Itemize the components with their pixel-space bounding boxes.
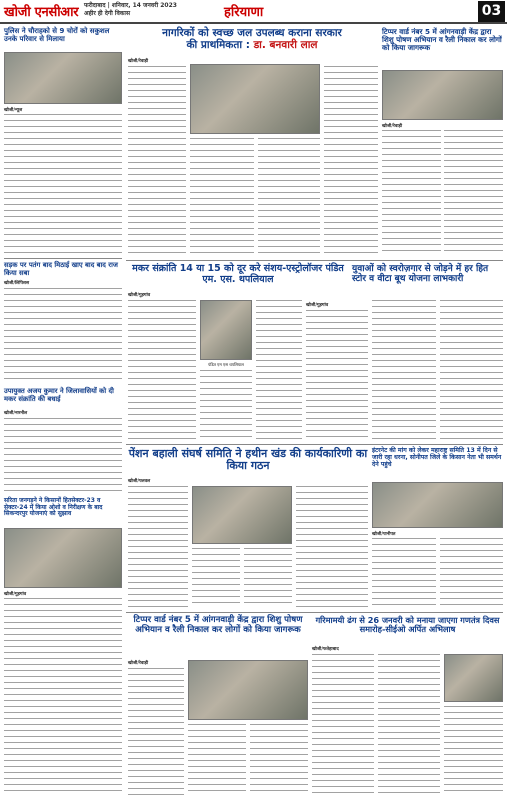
pension-body-col3 (244, 548, 292, 608)
pension-photo (192, 486, 292, 544)
internet-photo (372, 482, 503, 528)
tipper2-body-col1 (128, 668, 184, 796)
youth-body-col1 (306, 310, 368, 440)
republic-headline: गरिमामयी ढंग से 26 जनवरी को मनाया जाएगा गणतंत्र दिवस समारोह-सीईओ अर्पित अभिलाष (315, 615, 500, 635)
water-body-col3 (258, 138, 320, 256)
police-byline: खोजी/न्यूज (4, 108, 23, 113)
internet-byline: खोजी/पानीपत (372, 532, 396, 537)
sector-photo (4, 528, 122, 588)
water-body-col1 (128, 66, 186, 256)
republic-byline: खोजी/फतेहाबाद (312, 647, 339, 652)
tipper-photo (382, 70, 503, 120)
republic-body-col1 (312, 654, 374, 796)
youth-body-col2 (372, 300, 436, 440)
makar-body-col1 (128, 300, 196, 440)
tipper2-body-col3 (250, 724, 308, 796)
youth-byline: खोजी/गुड़गांव (306, 303, 329, 308)
makar-photo-caption: पंडित एम एस थपलियाल (208, 362, 244, 367)
youth-headline: युवाओं को स्वरोज़गार से जोड़ने में हर हित स्टोर व वीटा बूथ योजना लाभकारी (352, 264, 489, 285)
internet-headline: इंटरनेट की मांग को लेकर महाराष्ट्र समिति 13 में दिन से जारी रहा धरना, सोनीपत जिले के किसान नेता भी समर्थन देने पहुंचे (372, 447, 502, 468)
pension-headline: पेंशन बहाली संघर्ष समिति ने हथीन खंड की कार्यकारिणी का किया गठन (128, 447, 368, 473)
makar-body-col3 (256, 300, 302, 440)
kite-body (4, 288, 122, 384)
makar-photo (200, 300, 252, 360)
water-body-col4 (324, 66, 378, 256)
republic-body-col3 (444, 706, 503, 796)
makar-byline: खोजी/गुड़गांव (128, 293, 151, 298)
kite-headline: सड़क पर पतंग बाद मिठाई खाए बाद बाद राज किया सबा (4, 261, 118, 277)
divider-bottom (126, 612, 503, 613)
divider-left (4, 258, 122, 259)
republic-body-col2 (378, 654, 440, 796)
internet-body-col2 (440, 538, 503, 608)
makar-body-col2 (200, 370, 252, 440)
tipper2-photo (188, 660, 308, 720)
kumar-headline: उपायुक्त अजय कुमार ने जिलावासियों को दी मकर संक्रांति की बधाई (4, 387, 114, 403)
police-body (4, 114, 122, 254)
water-headline-name: डा. बनवारी लाल (253, 38, 318, 51)
kumar-body (4, 418, 122, 494)
dateline (84, 2, 204, 18)
republic-photo (444, 654, 503, 702)
water-photo (190, 64, 320, 134)
brand-title: खोजी एनसीआर (4, 5, 79, 20)
kumar-byline: खोजी/नारनौल (4, 411, 28, 416)
police-headline: पुलिस ने चौराहको से 9 चोरों को सकुशल उनके परिवार से मिलाया (4, 27, 110, 43)
divider (126, 260, 503, 261)
pension-body-col1 (128, 486, 188, 608)
divider-pension (126, 444, 503, 445)
tipper-byline: खोजी/रेवाड़ी (382, 124, 403, 129)
water-headline (126, 28, 378, 52)
tipper2-body-col2 (188, 724, 246, 796)
sector-body (4, 598, 122, 796)
dateline-sub: अहीर ही देगी विकास (84, 10, 131, 17)
sector-byline: खोजी/गुड़गांव (4, 592, 27, 597)
water-body-col2 (190, 138, 254, 256)
internet-body-col1 (372, 538, 436, 608)
tipper2-headline: टिप्पर वार्ड नंबर 5 में आंगनवाड़ी केंद्र द्वारा शिशु पोषण अभियान व रैली निकाल कर लोगों को किया जागरूक (133, 615, 303, 635)
tipper-headline: टिप्पर वार्ड नंबर 5 में आंगनवाड़ी केंद्र द्वारा शिशु पोषण अभियान व रैली निकाल कर लोगों को किया जागरूक (382, 27, 502, 53)
water-headline-line1: नागरिकों को स्वच्छ जल उपलब्ध कराना सरकार (162, 27, 342, 39)
tipper2-byline: खोजी/रेवाड़ी (128, 661, 149, 666)
pension-byline: खोजी/पलवल (128, 479, 151, 484)
kite-byline: खोजी/लिपिशस (4, 281, 30, 286)
pension-body-col4 (296, 486, 368, 608)
section-title: हरियाणा (224, 5, 264, 20)
police-photo (4, 52, 122, 104)
makar-headline: मकर संक्रांति 14 या 15 को दूर करे संशय-एस्ट्रोलॉजर पंडित एम. एस. थपलियाल (132, 263, 344, 285)
sector-headline: सरिता जनगड़ने ने किसानों हितसेक्टर-23 व सेक्टर-24 में किया ओशो व निरीक्षण के बाद सिकन्दरपुर योजनाएं को सुझाव (4, 497, 103, 518)
youth-body-col3 (440, 300, 503, 440)
water-headline-line2: की प्राथमिकता : (186, 38, 250, 51)
pension-body-col2 (192, 548, 240, 608)
tipper-body-col2 (444, 130, 503, 256)
dateline-text: फरीदाबाद | शनिवार, 14 जनवरी 2023 (84, 2, 177, 9)
masthead (0, 0, 507, 24)
tipper-body-col1 (382, 130, 441, 256)
page-number: 03 (478, 1, 505, 22)
water-byline: खोजी/रेवाड़ी (128, 59, 149, 64)
